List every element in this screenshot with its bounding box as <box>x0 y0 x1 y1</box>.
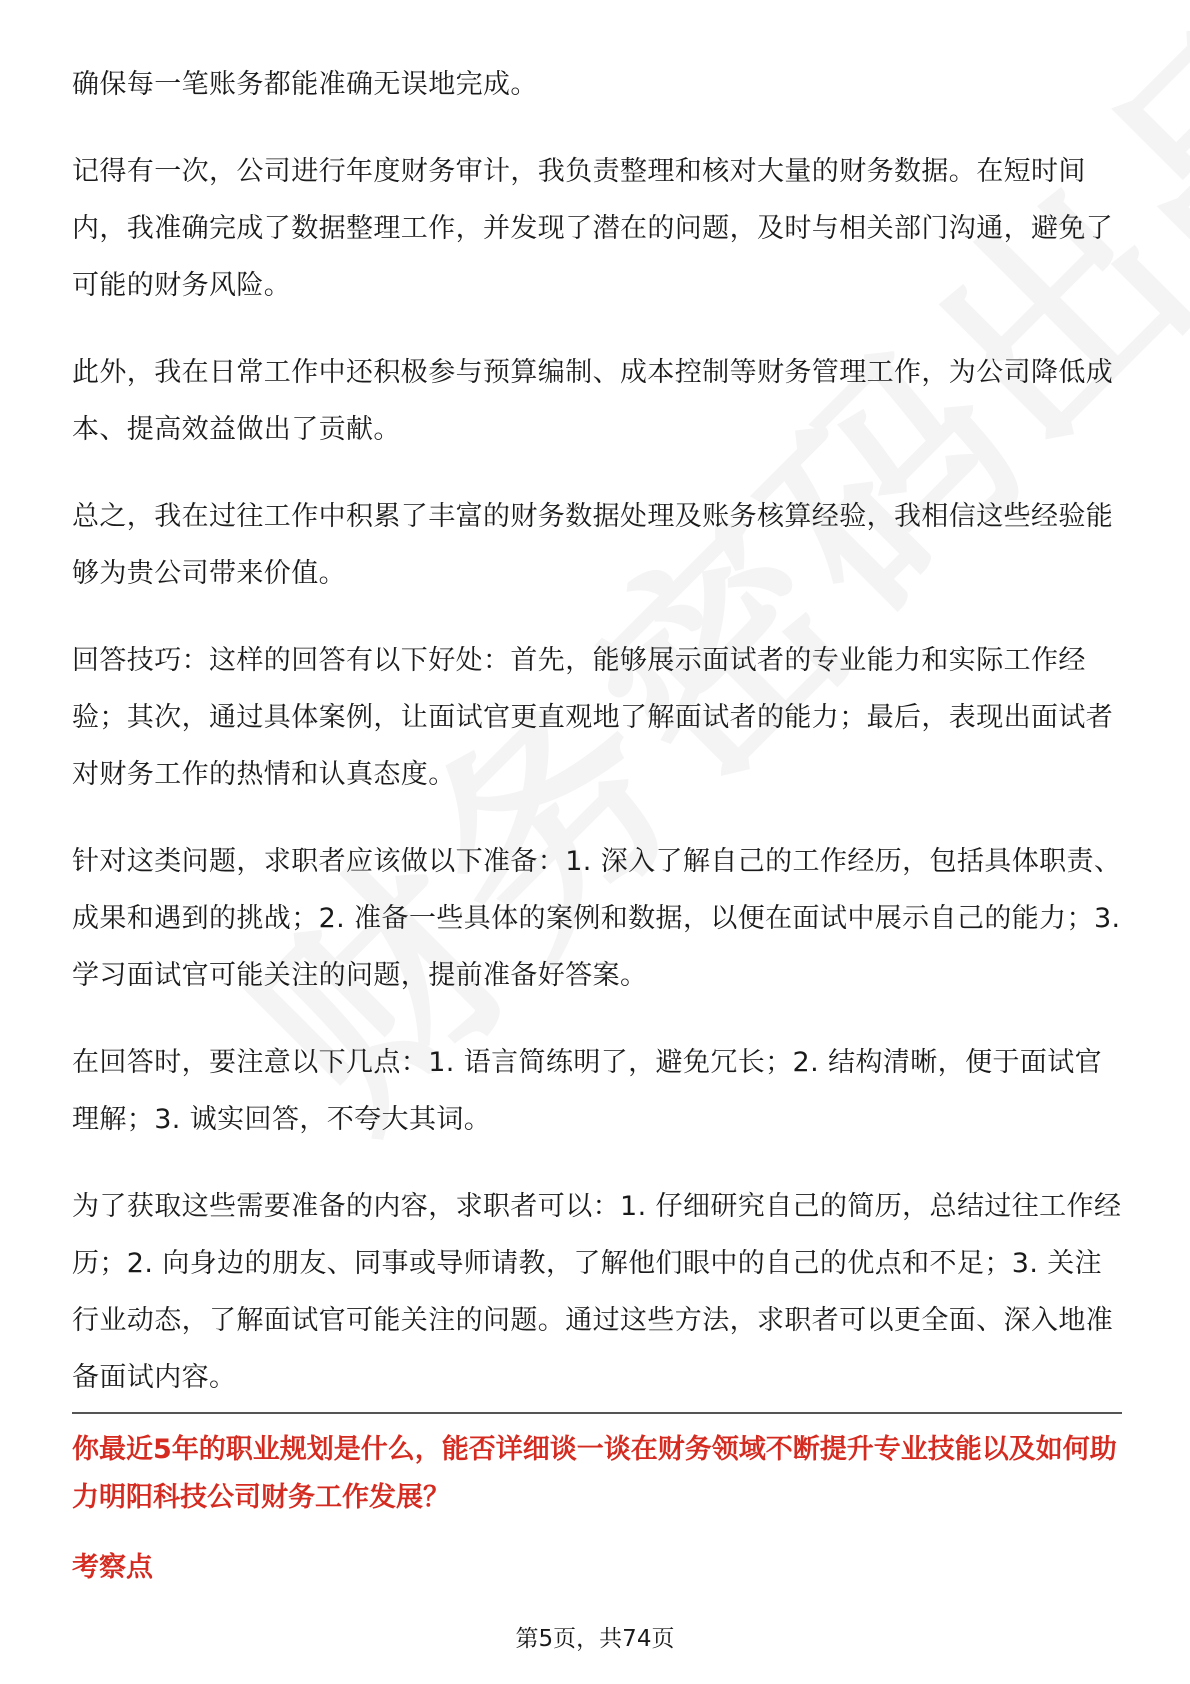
section-divider <box>72 1412 1122 1414</box>
paragraph-7: 在回答时，要注意以下几点：1. 语言简练明了，避免冗长；2. 结构清晰，便于面试官理解；3. 诚实回答，不夸大其词。 <box>72 1047 1103 1135</box>
paragraph-2: 记得有一次，公司进行年度财务审计，我负责整理和核对大量的财务数据。在短时间内，我准确完成了数据整理工作，并发现了潜在的问题，及时与相关部门沟通，避免了可能的财务风险。 <box>72 156 1114 301</box>
interview-question: 你最近5年的职业规划是什么，能否详细谈一谈在财务领域不断提升专业技能以及如何助力明阳科技公司财务工作发展？ <box>72 1434 1117 1513</box>
paragraph-4: 总之，我在过往工作中积累了丰富的财务数据处理及账务核算经验，我相信这些经验能够为贵公司带来价值。 <box>72 501 1114 589</box>
paragraph-5: 回答技巧：这样的回答有以下好处：首先，能够展示面试者的专业能力和实际工作经验；其次，通过具体案例，让面试官更直观地了解面试者的能力；最后，表现出面试者对财务工作的热情和认真态度。 <box>72 645 1114 790</box>
document-body <box>72 56 1122 1436</box>
paragraph-1: 确保每一笔账务都能准确无误地完成。 <box>72 69 538 100</box>
subheading-assessment-points: 考察点 <box>72 1552 153 1583</box>
paragraph-3: 此外，我在日常工作中还积极参与预算编制、成本控制等财务管理工作，为公司降低成本、提高效益做出了贡献。 <box>72 357 1114 445</box>
paragraph-8: 为了获取这些需要准备的内容，求职者可以：1. 仔细研究自己的简历，总结过往工作经历；2. 向身边的朋友、同事或导师请教，了解他们眼中的自己的优点和不足；3. 关注行业动态，了解面试官可能关注的问题。通过这些方法，求职者可以更全面、深入地准备面试内容。 <box>72 1191 1122 1393</box>
page-footer: 第5页，共74页 <box>515 1626 675 1652</box>
paragraph-6: 针对这类问题，求职者应该做以下准备：1. 深入了解自己的工作经历，包括具体职责、成果和遇到的挑战；2. 准备一些具体的案例和数据，以便在面试中展示自己的能力；3. 学习面试官可能关注的问题，提前准备好答案。 <box>72 846 1122 991</box>
